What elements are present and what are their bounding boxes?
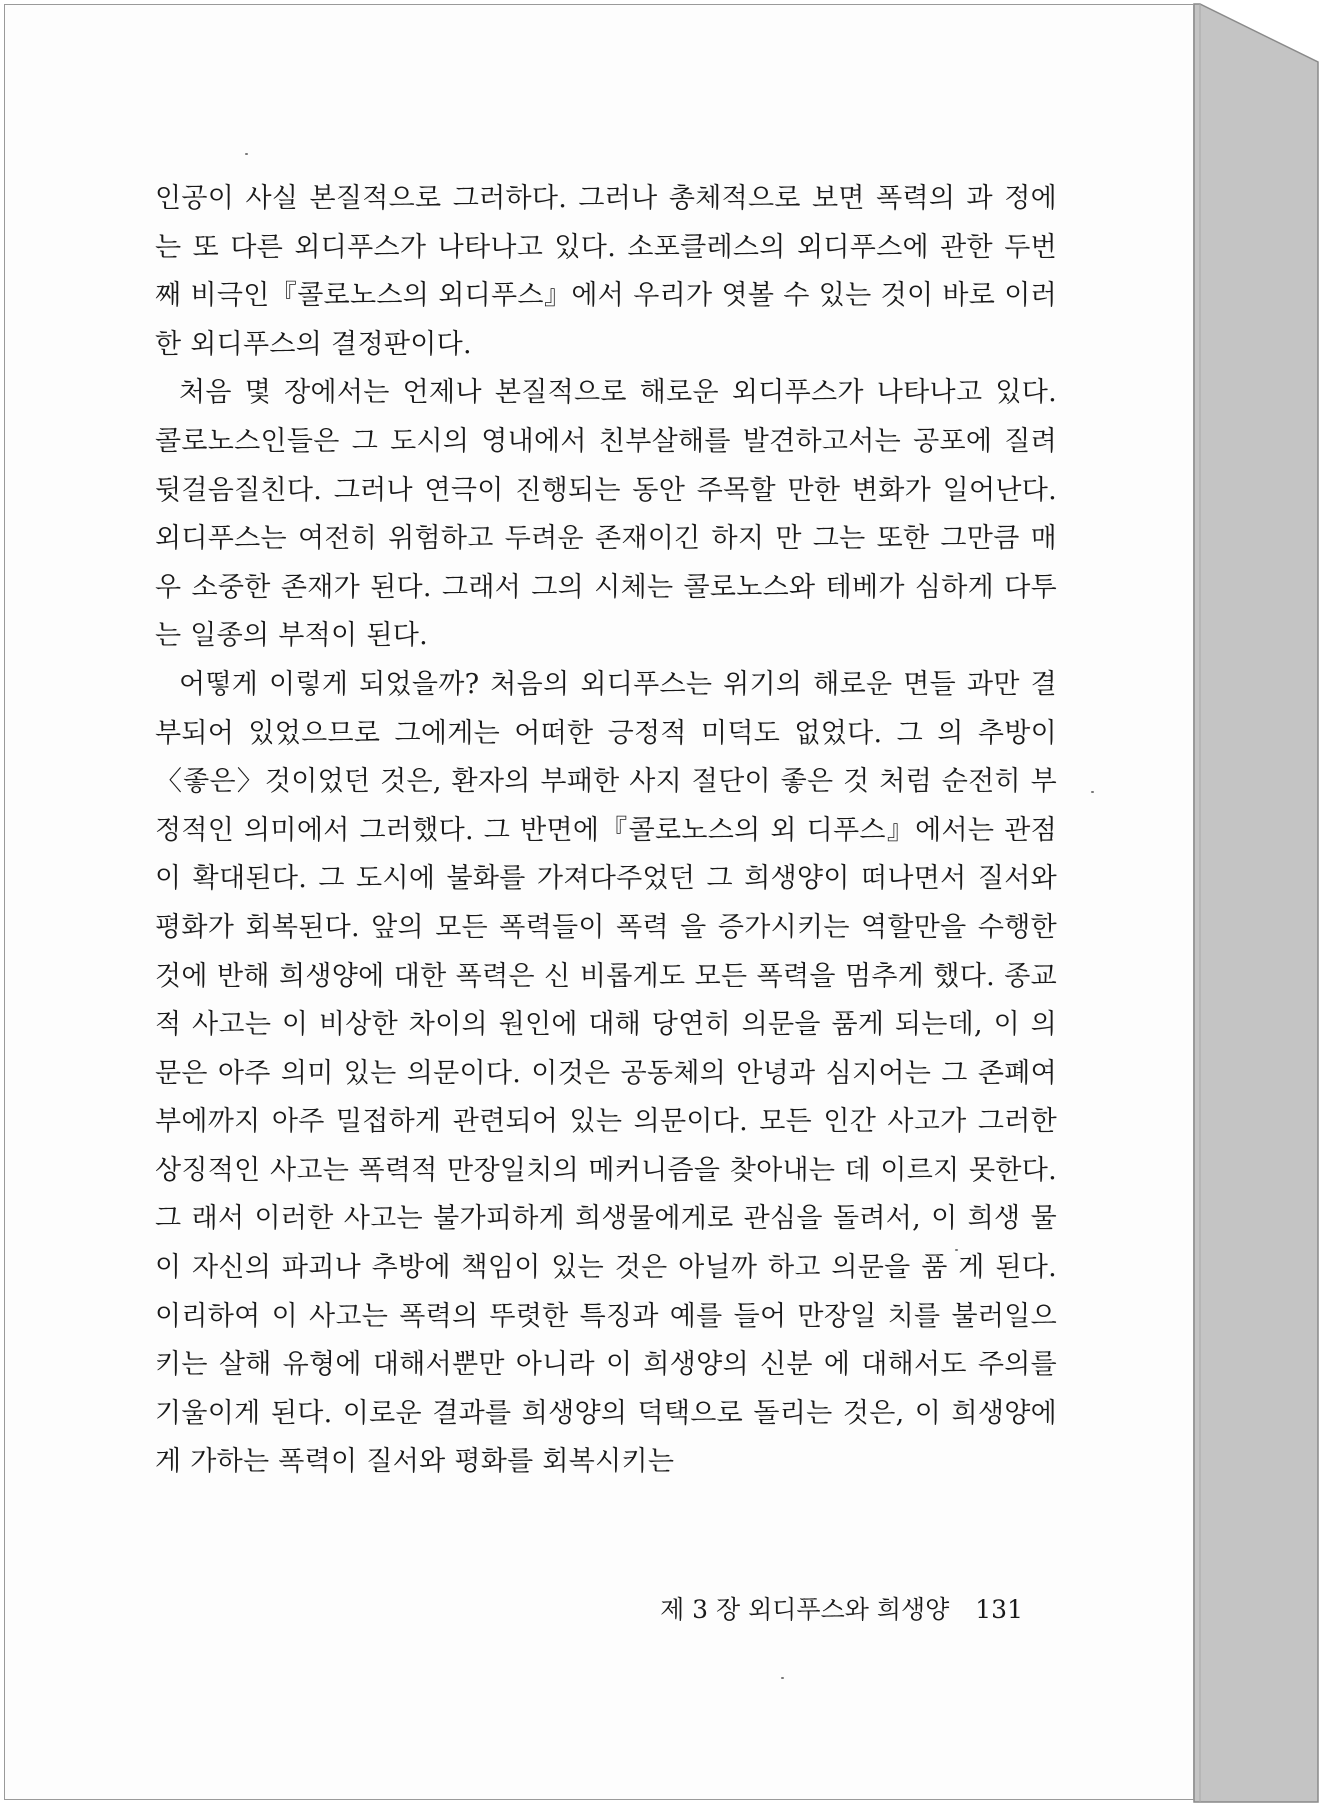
text-line: 래서 이러한 사고는 불가피하게 희생물에게로 관심을 돌려서, 이 희생 [191, 1203, 1021, 1235]
text-line: 공포에 질려 뒷걸음질친다. 그러나 연극이 진행되는 동안 주목할 만한 [155, 425, 1058, 506]
text-line: 처럼 순전히 부정적인 의미에서 그러했다. 그 반면에『콜로노스의 외 [155, 766, 1057, 846]
book-page [4, 4, 1194, 1800]
text-line: 처음 몇 장에서는 언제나 본질적으로 해로운 외디푸스가 나타나고 [179, 377, 983, 409]
text-line: 치를 불러일으키는 살해 유형에 대해서뿐만 아니라 이 희생양의 신분 [155, 1300, 1057, 1381]
page-number: 131 [975, 1595, 1023, 1624]
text-line: 변화가 일어난다. 외디푸스는 여전히 위험하고 두려운 존재이긴 하지 [155, 474, 1057, 555]
text-line: 과만 결부되어 있었으므로 그에게는 어떠한 긍정적 미덕도 없었다. 그 [155, 668, 1057, 749]
text-line: 돌리는 것은, 이 희생양에게 가하는 폭력이 질서와 평화를 회복시키는 [155, 1397, 1057, 1478]
text-line: 어떻게 이렇게 되었을까? 처음의 외디푸스는 위기의 해로운 면들 [179, 668, 957, 700]
text-line: 게 된다. 이리하여 이 사고는 폭력의 뚜렷한 특징과 예를 들어 만장일 [155, 1252, 1057, 1332]
paragraph [155, 175, 1057, 369]
text-line: 관한 두번째 비극인『콜로노스의 외디푸스』에서 우리가 엿볼 수 있는 [155, 231, 1057, 312]
text-line: 만 그는 또한 그만큼 매우 소중한 존재가 된다. 그래서 그의 시체는 [155, 523, 1058, 603]
text-line: 을 증가시키는 역할만을 수행한 것에 반해 희생양에 대한 폭력은 신 [155, 911, 1057, 992]
text-line: 의 추방이〈좋은〉것이었던 것은, 환자의 부패한 사지 절단이 좋은 것 [155, 717, 1058, 798]
paragraph [155, 369, 1057, 661]
text-line: 있다. 콜로노스인들은 그 도시의 영내에서 친부살해를 발견하고서는 [155, 377, 1057, 457]
page-footer [660, 1590, 1023, 1626]
text-line: 콜로노스와 테베가 심하게 다투는 일종의 부적이 된다. [155, 571, 1057, 652]
text-line: 디푸스』에서는 관점이 확대된다. 그 도시에 불화를 가져다주었던 그 [155, 814, 1057, 895]
text-line: 비롭게도 모든 폭력을 멈추게 했다. 종교적 사고는 이 비상한 차이의 [155, 960, 1058, 1041]
text-line: 물이 자신의 파괴나 추방에 책임이 있는 것은 아닐까 하고 의문을 품 [155, 1203, 1057, 1284]
text-line: 원인에 대해 당연히 의문을 품게 되는데, 이 의문은 아주 의미 있는 [155, 1009, 1058, 1089]
text-line: 희생양이 떠나면서 질서와 평화가 회복된다. 앞의 모든 폭력들이 폭력 [155, 863, 1057, 943]
paragraph [155, 661, 1057, 1487]
body-text [155, 175, 1057, 1487]
scan-speck [955, 1249, 958, 1251]
text-line: 에 대해서도 주의를 기울이게 된다. 이로운 결과를 희생양의 덕택으로 [155, 1349, 1057, 1429]
text-line: 밀접하게 관련되어 있는 의문이다. 모든 인간 사고가 그러한 상징적인 [155, 1106, 1057, 1186]
text-line: 정에는 또 다른 외디푸스가 나타나고 있다. 소포클레스의 외디푸스에 [155, 183, 1057, 263]
text-line: 것이 바로 이러한 외디푸스의 결정판이다. [155, 280, 1057, 360]
scan-speck [781, 1677, 784, 1679]
text-line: 사고는 폭력적 만장일치의 메커니즘을 찾아내는 데 이르지 못한다. 그 [155, 1154, 1058, 1235]
text-line: 의문이다. 이것은 공동체의 안녕과 심지어는 그 존폐여부에까지 아주 [155, 1057, 1057, 1138]
scan-speck [1091, 791, 1094, 793]
running-head: 제 3 장 외디푸스와 희생양 [660, 1595, 950, 1624]
text-line: 인공이 사실 본질적으로 그러하다. 그러나 총체적으로 보면 폭력의 과 [155, 183, 993, 214]
scan-speck [245, 153, 248, 155]
